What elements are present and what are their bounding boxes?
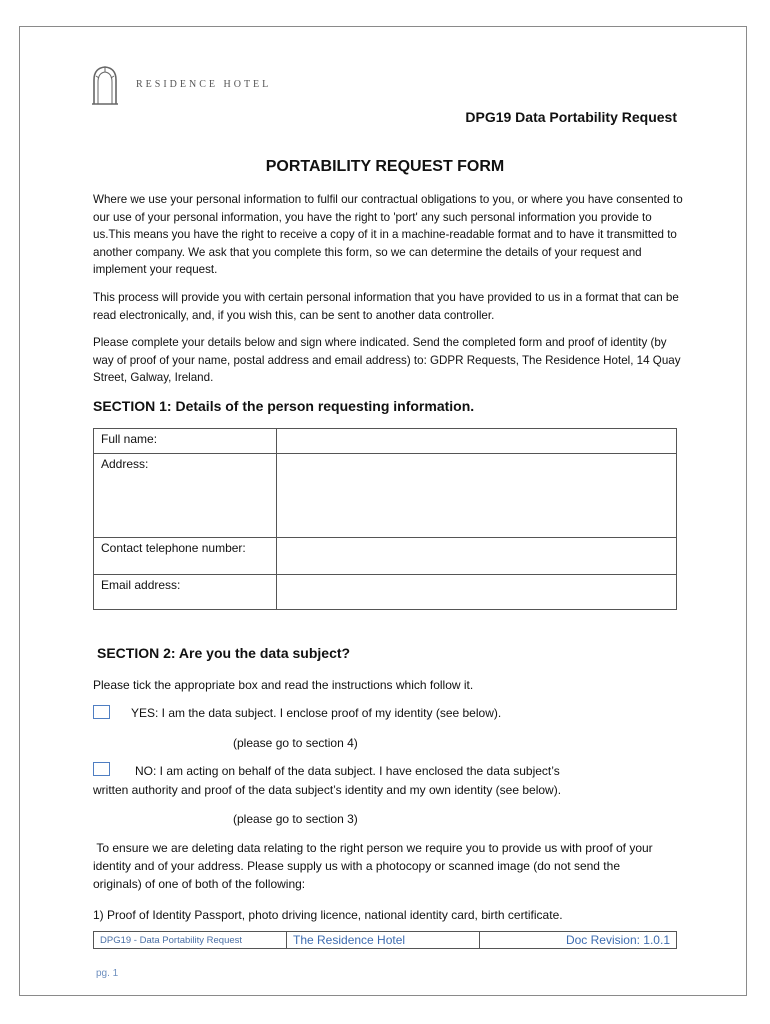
- full-name-field[interactable]: [277, 429, 677, 454]
- address-field[interactable]: [277, 454, 677, 538]
- footer-doc-name: DPG19 - Data Portability Request: [94, 932, 287, 949]
- telephone-field[interactable]: [277, 538, 677, 575]
- form-title: PORTABILITY REQUEST FORM: [265, 158, 505, 175]
- no-option-label-line2: written authority and proof of the data subject’s identity and my own identity (see below).: [93, 783, 562, 797]
- proof-paragraph: To ensure we are deleting data relating to the right person we require you to provide us with proof of your identity and of your address. Please supply us with a photocopy or scanned image (do not send the originals) of one of both of the following:: [93, 841, 657, 891]
- tick-instruction: Please tick the appropriate box and read the instructions which follow it.: [93, 678, 474, 692]
- page-number: pg. 1: [96, 968, 119, 979]
- address-label: Address:: [94, 454, 277, 538]
- details-table: [93, 428, 677, 610]
- yes-option-note: (please go to section 4): [233, 736, 358, 750]
- brand-name: RESIDENCE HOTEL: [136, 79, 272, 90]
- no-option-label-line1: NO: I am acting on behalf of the data subject. I have enclosed the data subject’s: [135, 764, 560, 778]
- table-row: [94, 429, 677, 454]
- email-label: Email address:: [94, 575, 277, 610]
- email-field[interactable]: [277, 575, 677, 610]
- section-1-heading: SECTION 1: Details of the person requesting information.: [93, 398, 475, 414]
- footer-hotel-name: The Residence Hotel: [287, 932, 480, 949]
- footer-revision: Doc Revision: 1.0.1: [480, 932, 677, 949]
- yes-option-label: YES: I am the data subject. I enclose proof of my identity (see below).: [131, 706, 502, 720]
- full-name-label: Full name:: [94, 429, 277, 454]
- intro-paragraph-1: Where we use your personal information to fulfil our contractual obligations to you, or where you have consented to our use of your personal information, you have the right to 'port' any such personal information you provide to us.This means you have the right to receive a copy of it in a machine-readable format and to have it transmitted to another company. We ask that you complete this form, so we can determine the details of your request and implement your request.: [93, 193, 683, 276]
- no-option-note: (please go to section 3): [233, 812, 358, 826]
- document-id: DPG19 Data Portability Request: [465, 109, 677, 125]
- intro-paragraph-3: Please complete your details below and sign where indicated. Send the completed form and proof of identity (by way of proof of your name, postal address and email address) to: GDPR Requests, The Residence Hotel, 14 Quay Street, Galway, Ireland.: [93, 336, 681, 384]
- hotel-logo: [88, 64, 288, 108]
- table-row: [94, 454, 677, 538]
- telephone-label: Contact telephone number:: [94, 538, 277, 575]
- proof-item-1: 1) Proof of Identity Passport, photo driving licence, national identity card, birth certificate.: [93, 908, 563, 922]
- arch-logo-icon: [88, 64, 122, 106]
- table-row: [94, 538, 677, 575]
- table-row: [94, 575, 677, 610]
- table-row: [94, 932, 677, 949]
- footer-table: [93, 931, 677, 949]
- intro-paragraph-2: This process will provide you with certain personal information that you have provided to us in a format that can be read electronically, and, if you wish this, can be sent to another data controller.: [93, 291, 679, 322]
- yes-checkbox[interactable]: [93, 705, 110, 719]
- section-2-heading: SECTION 2: Are you the data subject?: [97, 645, 351, 661]
- no-checkbox[interactable]: [93, 762, 110, 776]
